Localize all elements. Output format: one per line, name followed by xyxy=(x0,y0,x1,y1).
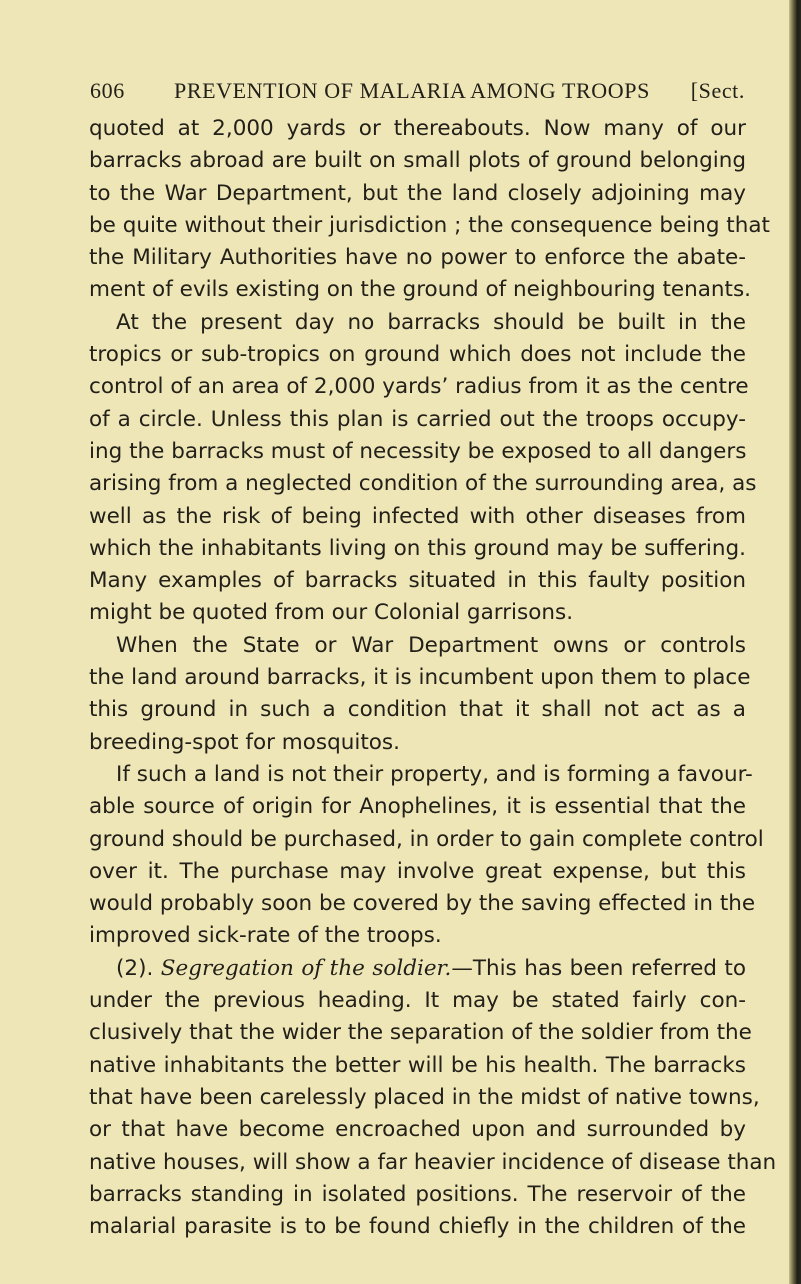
text-line: arising from a neglected condition of the surrounding area, as xyxy=(89,471,757,497)
text-line: Many examples of barracks situated in this faulty position xyxy=(89,568,746,594)
italic-heading: Segregation of the soldier. xyxy=(160,955,452,981)
text-line: over it. The purchase may involve great expense, but this xyxy=(89,858,746,884)
text-line: breeding-spot for mosquitos. xyxy=(89,729,400,755)
text-line: this ground in such a condition that it shall not act as a xyxy=(89,697,746,723)
text-line: of a circle. Unless this plan is carried out the troops occupy- xyxy=(89,406,746,432)
text-line: tropics or sub-tropics on ground which does not include the xyxy=(89,342,746,368)
text-line: ground should be purchased, in order to gain complete control xyxy=(89,826,764,852)
text-line: improved sick-rate of the troops. xyxy=(89,923,442,949)
text-line: barracks standing in isolated positions. The reservoir of the xyxy=(89,1181,746,1207)
text-line: quoted at 2,000 yards or thereabouts. Now many of our xyxy=(89,116,746,141)
text-line: malarial parasite is to be found chiefly in the children of the xyxy=(89,1214,746,1240)
text-line: barracks abroad are built on small plots of ground belonging xyxy=(89,148,746,174)
text-line: the land around barracks, it is incumbent upon them to place xyxy=(89,665,751,691)
page-edge xyxy=(789,0,801,1284)
text-line: that have been carelessly placed in the midst of native towns, xyxy=(89,1084,760,1110)
text-line: which the inhabitants living on this ground may be suffering. xyxy=(89,535,746,561)
text-line: native houses, will show a far heavier incidence of disease than xyxy=(89,1149,777,1175)
text-line: the Military Authorities have no power to enforce the abate- xyxy=(89,245,746,271)
running-title: PREVENTION OF MALARIA AMONG TROOPS xyxy=(174,78,650,103)
text-line: If such a land is not their property, and is forming a favour- xyxy=(116,761,753,787)
body-text xyxy=(89,113,777,1243)
text-line: might be quoted from our Colonial garrisons. xyxy=(89,600,574,626)
heading-continuation: —This has been referred to xyxy=(451,955,746,981)
text-line: able source of origin for Anophelines, it is essential that the xyxy=(89,794,746,820)
section-label: [Sect. xyxy=(690,78,745,103)
text-line: ment of evils existing on the ground of neighbouring tenants. xyxy=(89,277,752,303)
text-line: or that have become encroached upon and surrounded by xyxy=(89,1117,746,1143)
text-line: under the previous heading. It may be stated fairly con- xyxy=(89,988,746,1014)
text-line: well as the risk of being infected with other diseases from xyxy=(89,503,746,529)
running-header xyxy=(90,78,745,108)
segregation-heading-line xyxy=(89,953,746,985)
text-line: be quite without their jurisdiction ; the consequence being that xyxy=(89,212,770,238)
text-line: At the present day no barracks should be built in the xyxy=(116,309,746,335)
page-number: 606 xyxy=(90,78,125,103)
text-line: native inhabitants the better will be his health. The barracks xyxy=(89,1052,746,1078)
text-line: control of an area of 2,000 yards’ radius from it as the centre xyxy=(89,374,749,400)
text-line: to the War Department, but the land closely adjoining may xyxy=(89,180,746,206)
text-line: would probably soon be covered by the saving effected in the xyxy=(89,891,756,917)
text-line: ing the barracks must of necessity be exposed to all dangers xyxy=(89,438,747,464)
text-line: clusively that the wider the separation of the soldier from the xyxy=(89,1020,752,1046)
section-number: (2). xyxy=(116,955,161,981)
text-line: When the State or War Department owns or controls xyxy=(116,632,746,658)
